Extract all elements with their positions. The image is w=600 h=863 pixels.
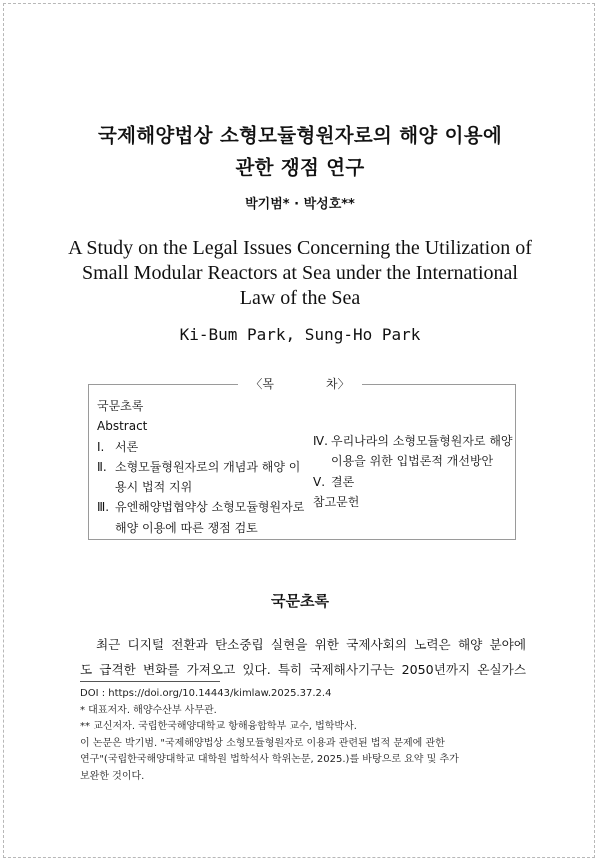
abstract-line-2: 도 급격한 변화를 가져오고 있다. 특히 국제해사기구는 2050년까지 온실가스 — [80, 662, 526, 677]
abstract-heading: 국문초록 — [271, 592, 329, 610]
footnote-source-line-1: 이 논문은 박기범. "국제해양법상 소형모듈형원자로 이용과 관련된 법적 문제에 관한 — [80, 737, 445, 749]
toc-item-text: 국문초록 — [97, 399, 144, 413]
korean-authors: 박기범* · 박성호** — [245, 197, 355, 212]
toc-item-text: 서론 — [115, 439, 139, 454]
toc-item-number: Ⅲ. — [97, 500, 110, 515]
toc-right-column — [313, 431, 518, 512]
toc-item-number: Ⅳ. — [313, 434, 328, 448]
toc-heading — [0, 375, 600, 392]
toc-left-column — [97, 396, 307, 538]
korean-title — [60, 120, 540, 184]
korean-title-line-1: 국제해양법상 소형모듈형원자로의 해양 이용에 — [97, 124, 502, 147]
english-title — [55, 236, 545, 311]
abstract-body — [80, 632, 526, 682]
footnote-author-1: * 대표저자. 해양수산부 사무관. — [80, 704, 217, 716]
toc-item[interactable] — [313, 472, 518, 492]
toc-item-text: 유엔해양법협약상 소형모듈형원자로 해양 이용에 따른 쟁점 검토 — [115, 500, 305, 535]
toc-item-text: Abstract — [97, 419, 148, 434]
footnote-source-line-3: 보완한 것이다. — [80, 770, 145, 782]
toc-item[interactable] — [97, 416, 307, 436]
toc-item[interactable] — [313, 492, 518, 512]
english-title-line-3: Law of the Sea — [239, 287, 361, 309]
english-title-line-1: A Study on the Legal Issues Concerning the Utilization of — [68, 237, 532, 259]
english-title-line-2: Small Modular Reactors at Sea under the International — [82, 262, 518, 284]
toc-item-text: 결론 — [331, 474, 355, 489]
toc-item-text: 참고문헌 — [313, 494, 360, 509]
footnotes — [80, 686, 526, 785]
toc-item[interactable] — [313, 431, 518, 472]
toc-item-text: 우리나라의 소형모듈형원자로 해양 이용을 위한 입법론적 개선방안 — [331, 434, 513, 469]
korean-title-line-2: 관한 쟁점 연구 — [235, 156, 365, 179]
toc-item-text: 소형모듈형원자로의 개념과 해양 이용시 법적 지위 — [115, 459, 301, 495]
footnote-doi[interactable]: DOI : https://doi.org/10.14443/kimlaw.2025.37.2.4 — [80, 688, 332, 699]
toc-item-number: Ⅴ. — [313, 474, 326, 489]
toc-heading-right: 차〉 — [320, 377, 356, 391]
toc-item-number: Ⅱ. — [97, 459, 107, 474]
toc-item[interactable] — [97, 437, 307, 457]
toc-item[interactable] — [97, 396, 307, 416]
footnote-author-2: ** 교신저자. 국립한국해양대학교 항해융합학부 교수, 법학박사. — [80, 721, 357, 732]
toc-item-number: Ⅰ. — [97, 439, 105, 454]
toc-item[interactable] — [97, 457, 307, 498]
footnote-source-line-2: 연구"(국립한국해양대학교 대학원 법학석사 학위논문, 2025.)를 바탕으로 요약 및 추가 — [80, 754, 459, 765]
toc-item[interactable] — [97, 497, 307, 538]
abstract-line-1: 최근 디지털 전환과 탄소중립 실현을 위한 국제사회의 노력은 해양 분야에 — [96, 637, 526, 652]
english-authors: Ki-Bum Park, Sung-Ho Park — [179, 325, 421, 344]
toc-heading-left: 〈목 — [244, 377, 280, 391]
footnote-rule — [80, 681, 220, 682]
